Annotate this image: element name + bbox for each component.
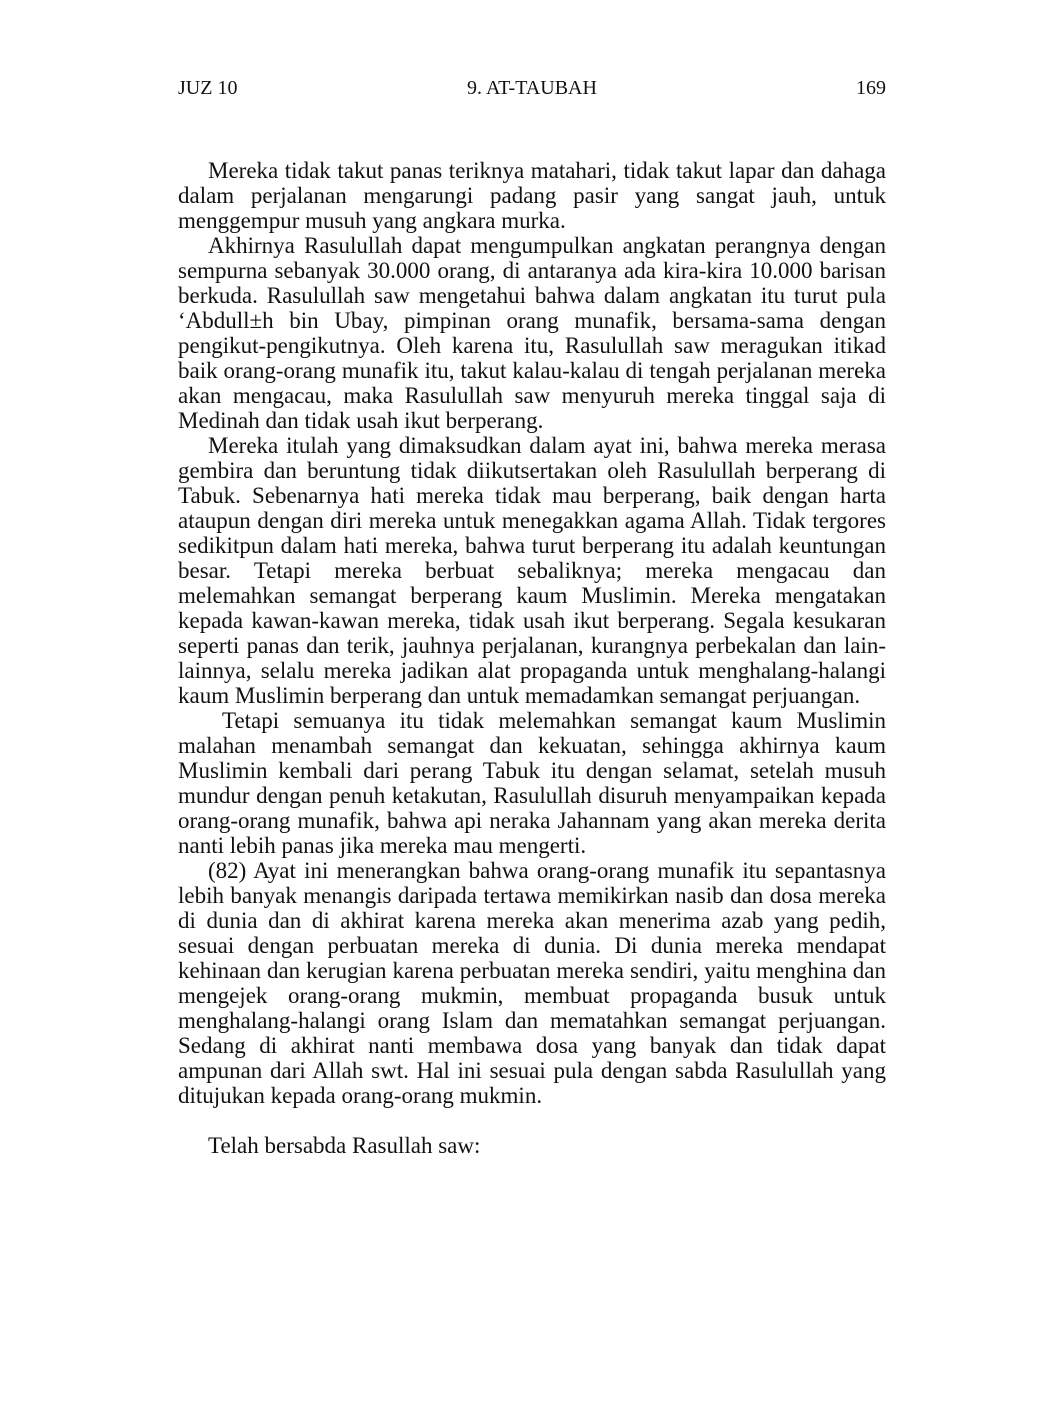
paragraph-2: Akhirnya Rasulullah dapat mengumpulkan angkatan perangnya dengan sempurna sebanyak 30.000 orang, di antaranya ada kira-kira 10.000 barisan berkuda. Rasulullah saw mengetahui bahwa dalam angkatan itu turut pula ‘Abdull±h bin Ubay, pimpinan orang munafik, bersama-sama dengan pengikut-pengikutnya. Oleh karena itu, Rasulullah saw meragukan itikad baik orang-orang munafik itu, takut kalau-kalau di tengah perjalanan mereka akan mengacau, maka Rasulullah saw menyuruh mereka tinggal saja di Medinah dan tidak usah ikut berperang. [178,233,886,433]
surah-title: 9. AT-TAUBAH [467,77,597,99]
body-text [178,158,886,1158]
paragraph-4: Tetapi semuanya itu tidak melemahkan semangat kaum Muslimin malahan menambah semangat dan kekuatan, sehingga akhirnya kaum Muslimin kembali dari perang Tabuk itu dengan selamat, setelah musuh mundur dengan penuh ketakutan, Rasulullah disuruh menyampaikan kepada orang-orang munafik, bahwa api neraka Jahannam yang akan mereka derita nanti lebih panas jika mereka mau mengerti. [178,708,886,858]
running-header [178,74,886,102]
paragraph-3: Mereka itulah yang dimaksudkan dalam ayat ini, bahwa mereka merasa gembira dan beruntung tidak diikutsertakan oleh Rasulullah berperang di Tabuk. Sebenarnya hati mereka tidak mau berperang, baik dengan harta ataupun dengan diri mereka untuk menegakkan agama Allah. Tidak tergores sedikitpun dalam hati mereka, bahwa turut berperang itu adalah keuntungan besar. Tetapi mereka berbuat sebaliknya; mereka mengacau dan melemahkan semangat berperang kaum Muslimin. Mereka mengatakan kepada kawan-kawan mereka, tidak usah ikut berperang. Segala kesukaran seperti panas dan terik, jauhnya perjalanan, kurangnya perbekalan dan lain-lainnya, selalu mereka jadikan alat propaganda untuk menghalang-halangi kaum Muslimin berperang dan untuk memadamkan semangat perjuangan. [178,433,886,708]
paragraph-1: Mereka tidak takut panas teriknya matahari, tidak takut lapar dan dahaga dalam perjalanan mengarungi padang pasir yang sangat jauh, untuk menggempur musuh yang angkara murka. [178,158,886,233]
juz-label: JUZ 10 [178,77,238,99]
paragraph-5: (82) Ayat ini menerangkan bahwa orang-orang munafik itu sepantasnya lebih banyak menangis daripada tertawa memikirkan nasib dan dosa mereka di dunia dan di akhirat karena mereka akan menerima azab yang pedih, sesuai dengan perbuatan mereka di dunia. Di dunia mereka mendapat kehinaan dan kerugian karena perbuatan mereka sendiri, yaitu menghina dan mengejek orang-orang mukmin, membuat propaganda busuk untuk menghalang-halangi orang Islam dan mematahkan semangat perjuangan. Sedang di akhirat nanti membawa dosa yang banyak dan tidak dapat ampunan dari Allah swt. Hal ini sesuai pula dengan sabda Rasulullah yang ditujukan kepada orang-orang mukmin. [178,858,886,1108]
paragraph-6: Telah bersabda Rasullah saw: [208,1133,481,1158]
page-number: 169 [856,77,886,99]
